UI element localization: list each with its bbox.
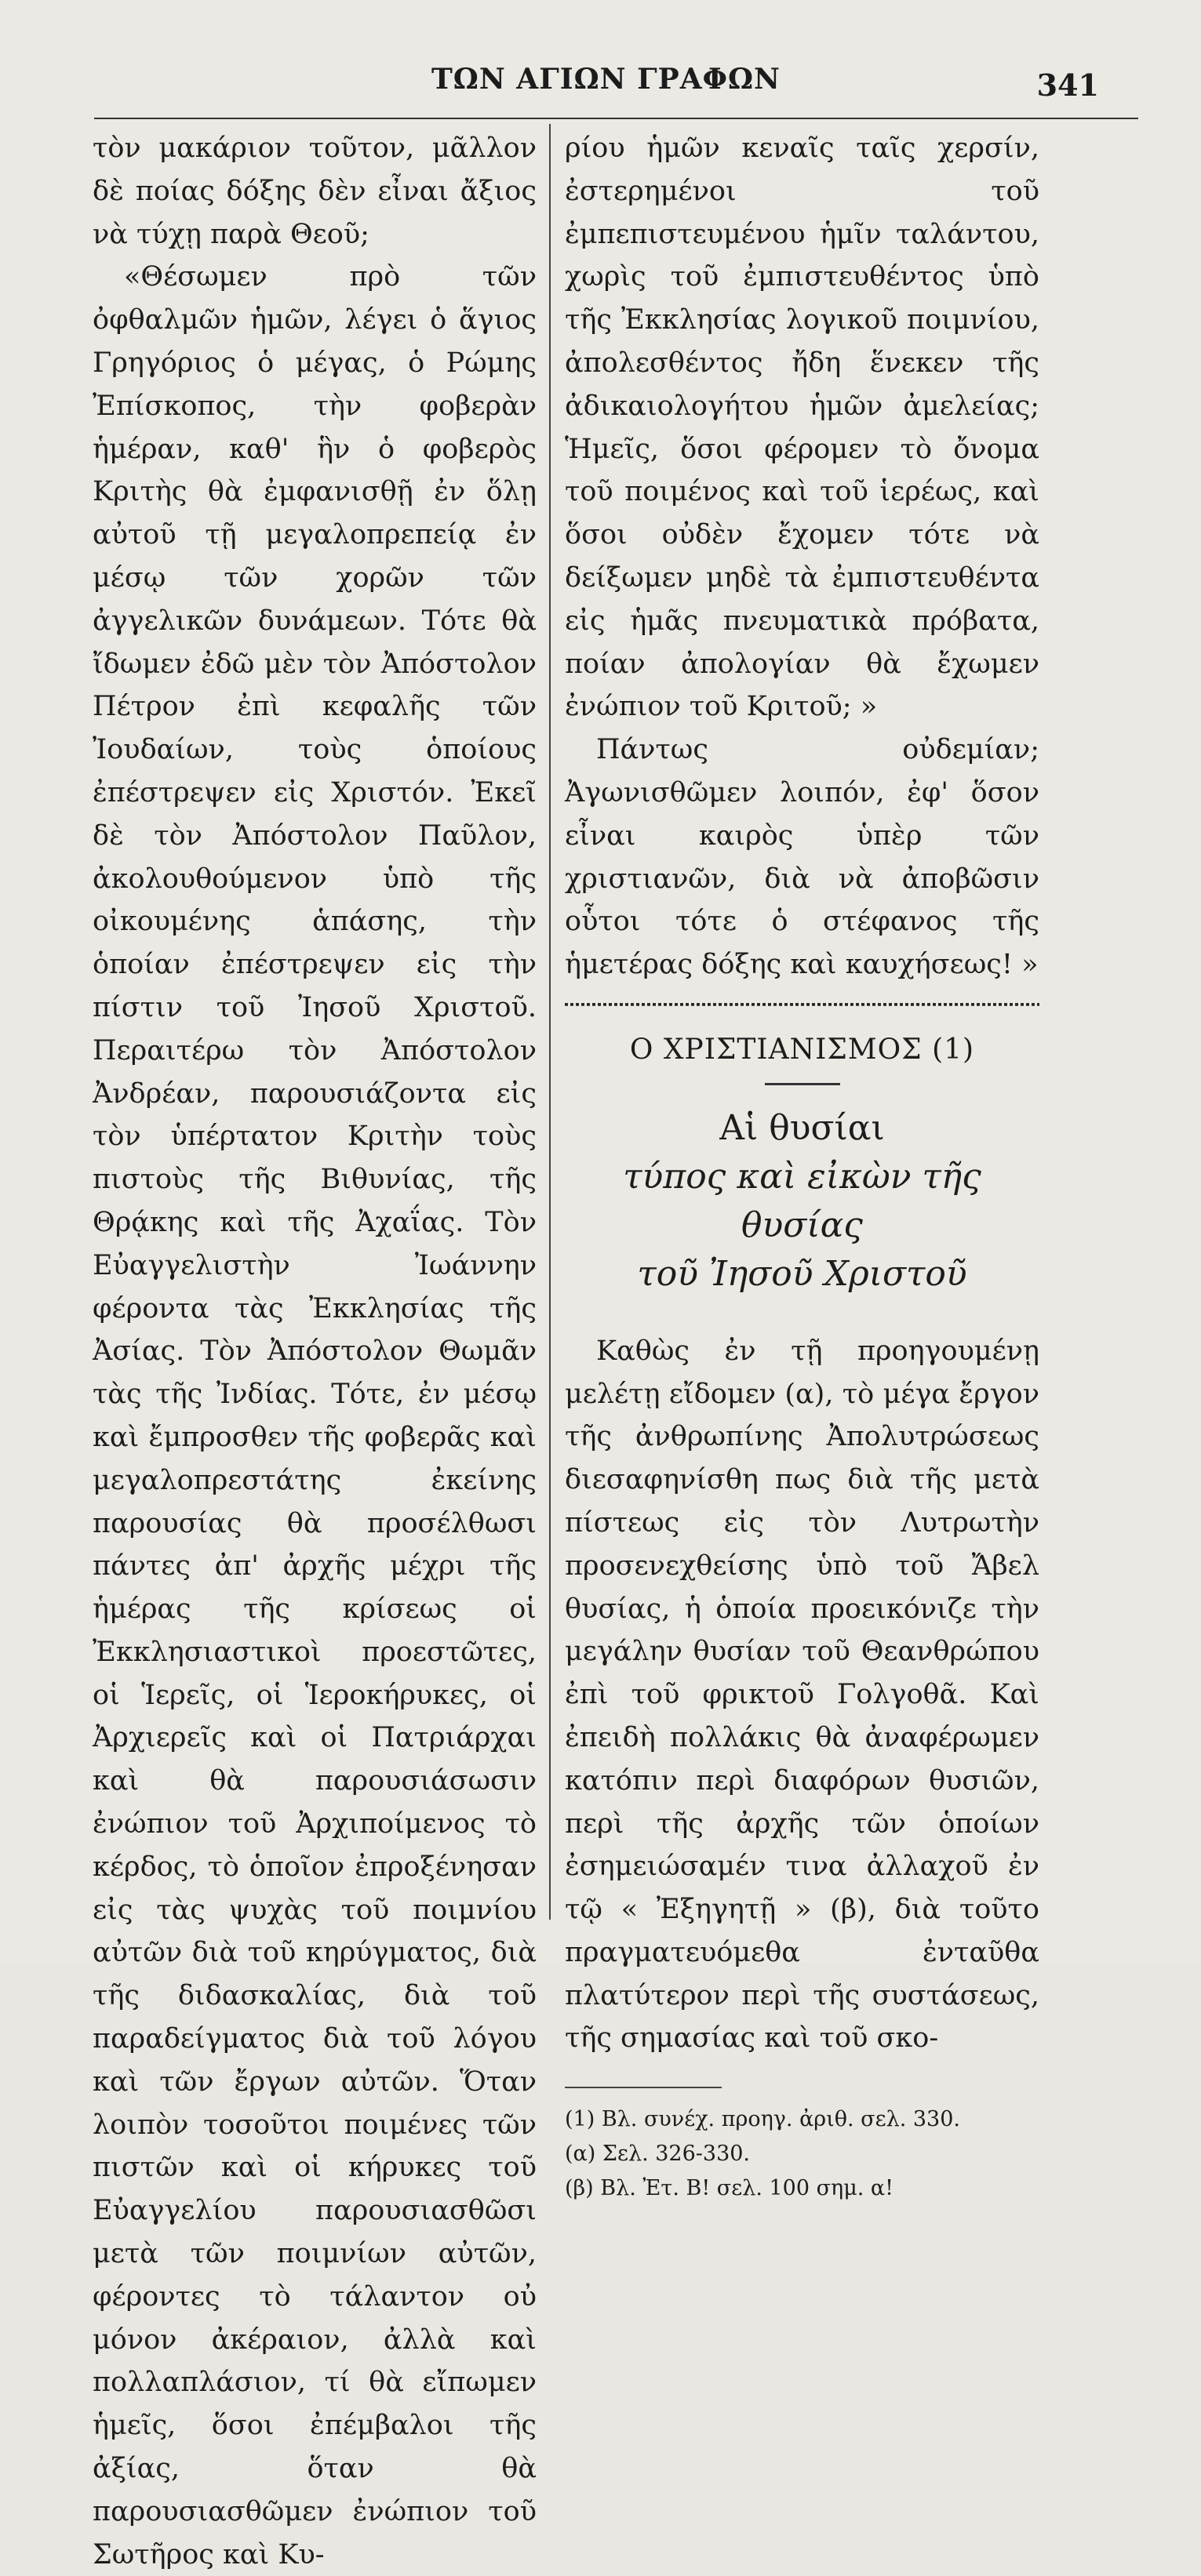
heading-rule xyxy=(765,1083,840,1085)
footnote-3: (β) Βλ. Ἐτ. Β! σελ. 100 σημ. α! xyxy=(565,2176,894,2201)
column-divider xyxy=(549,124,551,1920)
subtitle-line-2: τύπος καὶ εἰκὼν τῆς θυσίας xyxy=(623,1156,981,1245)
left-paragraph-2: «Θέσωμεν πρὸ τῶν ὀφθαλμῶν ἡμῶν, λέγει ὁ ἅγιος Γρηγόριος ὁ μέγας, ὁ Ρώμης Ἐπίσκοπος, τὴν φοβερὰν ἡμέραν, καθ' ἣν ὁ φοβερὸς Κριτὴς θὰ ἐμφανισθῇ ἐν ὅλῃ αὐτοῦ τῇ μεγαλοπρεπείᾳ ἐν μέσῳ τῶν χορῶν τῶν ἀγγελικῶν δυνάμεων. Τότε θὰ ἴδωμεν ἐδῶ μὲν τὸν Ἀπόστολον Πέτρον ἐπὶ κεφαλῆς τῶν Ἰουδαίων, τοὺς ὁποίους ἐπέστρεψεν εἰς Χριστόν. Ἐκεῖ δὲ τὸν Ἀπόστολον Παῦλον, ἀκολουθούμενον ὑπὸ τῆς οἰκουμένης ἁπάσης, τὴν ὁποίαν ἐπέστρεψεν εἰς τὴν πίστιν τοῦ Ἰησοῦ Χριστοῦ. Περαιτέρω τὸν Ἀπόστολον Ἀνδρέαν, παρουσιάζοντα εἰς τὸν ὑπέρτατον Κριτὴν τοὺς πιστοὺς τῆς Βιθυνίας, τῆς Θρᾴκης καὶ τῆς Ἀχαΐας. Τὸν Εὐαγγελιστὴν Ἰωάννην φέροντα τὰς Ἐκκλησίας τῆς Ἀσίας. Τὸν Ἀπόστολον Θωμᾶν τὰς τῆς Ἰνδίας. Τότε, ἐν μέσῳ καὶ ἔμπροσθεν τῆς φοβερᾶς καὶ μεγαλοπρεστάτης ἐκείνης παρουσίας θὰ προσέλθωσι πάντες ἀπ' ἀρχῆς μέχρι τῆς ἡμέρας τῆς κρίσεως οἱ Ἐκκλησιαστικοὶ προεστῶτες, οἱ Ἱερεῖς, οἱ Ἱεροκήρυκες, οἱ Ἀρχιερεῖς καὶ οἱ Πατριάρχαι καὶ θὰ παρουσιάσωσιν ἐνώπιον τοῦ Ἀρχιποίμενος τὸ κέρδος, τὸ ὁποῖον ἐπροξένησαν εἰς τὰς ψυχὰς τοῦ ποιμνίου αὐτῶν διὰ τοῦ κηρύγματος, διὰ τῆς διδασκαλίας, διὰ τοῦ παραδείγματος διὰ τοῦ λόγου καὶ τῶν ἔργων αὐτῶν. Ὅταν λοιπὸν τοσοῦτοι ποιμένες τῶν πιστῶν καὶ οἱ κήρυκες τοῦ Εὐαγγελίου παρουσιασθῶσι μετὰ τῶν ποιμνίων αὐτῶν, φέροντες τὸ τάλαντον οὐ μόνον ἀκέραιον, ἀλλὰ καὶ πολλαπλάσιον, τί θὰ εἴπωμεν ἡμεῖς, ὅσοι ἐπέμβαλοι τῆς ἀξίας, ὅταν θὰ παρουσιασθῶμεν ἐνώπιον τοῦ Σωτῆρος καὶ Κυ- xyxy=(93,261,537,2571)
right-paragraph-1: ρίου ἡμῶν κεναῖς ταῖς χερσίν, ἐστερημένοι τοῦ ἐμπεπιστευμένου ἡμῖν ταλάντου, χωρὶς τοῦ ἐμπιστευθέντος ὑπὸ τῆς Ἐκκλησίας λογικοῦ ποιμνίου, ἀπολεσθέντος ἤδη ἕνεκεν τῆς ἀδικαιολογήτου ἡμῶν ἀμελείας; Ἡμεῖς, ὅσοι φέρομεν τὸ ὄνομα τοῦ ποιμένος καὶ τοῦ ἱερέως, καὶ ὅσοι οὐδὲν ἔχομεν τότε νὰ δείξωμεν μηδὲ τὰ ἐμπιστευθέντα εἰς ἡμᾶς πνευματικὰ πρόβατα, ποίαν ἀπολογίαν θὰ ἔχωμεν ἐνώπιον τοῦ Κριτοῦ; » xyxy=(565,133,1039,723)
right-column xyxy=(565,127,1039,2206)
section-heading: Ο ΧΡΙΣΤΙΑΝΙΣΜΟΣ (1) xyxy=(629,1033,975,1066)
footnote-2: (α) Σελ. 326-330. xyxy=(565,2142,751,2167)
section-separator xyxy=(565,997,1039,1012)
left-paragraph-1: τὸν μακάριον τοῦτον, μᾶλλον δὲ ποίας δόξης δὲν εἶναι ἄξιος νὰ τύχῃ παρὰ Θεοῦ; xyxy=(93,133,537,250)
subtitle-line-1: Αἱ θυσίαι xyxy=(719,1107,885,1148)
footnotes xyxy=(565,2102,1039,2206)
subtitle-line-3: τοῦ Ἰησοῦ Χριστοῦ xyxy=(637,1253,967,1294)
running-title: ΤΩΝ ΑΓΙΩΝ ΓΡΑΦΩΝ xyxy=(431,63,781,96)
page-number: 341 xyxy=(1036,67,1099,103)
running-header xyxy=(94,55,1170,105)
right-paragraph-3: Καθὼς ἐν τῇ προηγουμένῃ μελέτῃ εἴδομεν (α), τὸ μέγα ἔργον τῆς ἀνθρωπίνης Ἀπολυτρώσεως διεσαφηνίσθη πως διὰ τῆς μετὰ πίστεως εἰς τὸν Λυτρωτὴν προσενεχθείσης ὑπὸ τοῦ Ἄβελ θυσίας, ἡ ὁποία προεικόνιζε τὴν μεγάλην θυσίαν τοῦ Θεανθρώπου ἐπὶ τοῦ φρικτοῦ Γολγοθᾶ. Καὶ ἐπειδὴ πολλάκις θὰ ἀναφέρωμεν κατόπιν περὶ διαφόρων θυσιῶν, περὶ τῆς ἀρχῆς τῶν ὁποίων ἐσημειώσαμέν τινα ἀλλαχοῦ ἐν τῷ « Ἐξηγητῇ » (β), διὰ τοῦτο πραγματευόμεθα ἐνταῦθα πλατύτερον περὶ τῆς συστάσεως, τῆς σημασίας καὶ τοῦ σκο- xyxy=(565,1335,1039,2055)
header-rule xyxy=(94,118,1138,119)
footnote-rule xyxy=(565,2087,722,2088)
left-column xyxy=(93,127,537,2576)
footnote-1: (1) Βλ. συνέχ. προηγ. ἀριθ. σελ. 330. xyxy=(565,2107,960,2132)
right-paragraph-2: Πάντως οὐδεμίαν; Ἀγωνισθῶμεν λοιπόν, ἐφ' ὅσον εἶναι καιρὸς ὑπὲρ τῶν χριστιανῶν, διὰ νὰ ἀποβῶσιν οὗτοι τότε ὁ στέφανος τῆς ἡμετέρας δόξης καὶ καυχήσεως! » xyxy=(565,734,1039,981)
